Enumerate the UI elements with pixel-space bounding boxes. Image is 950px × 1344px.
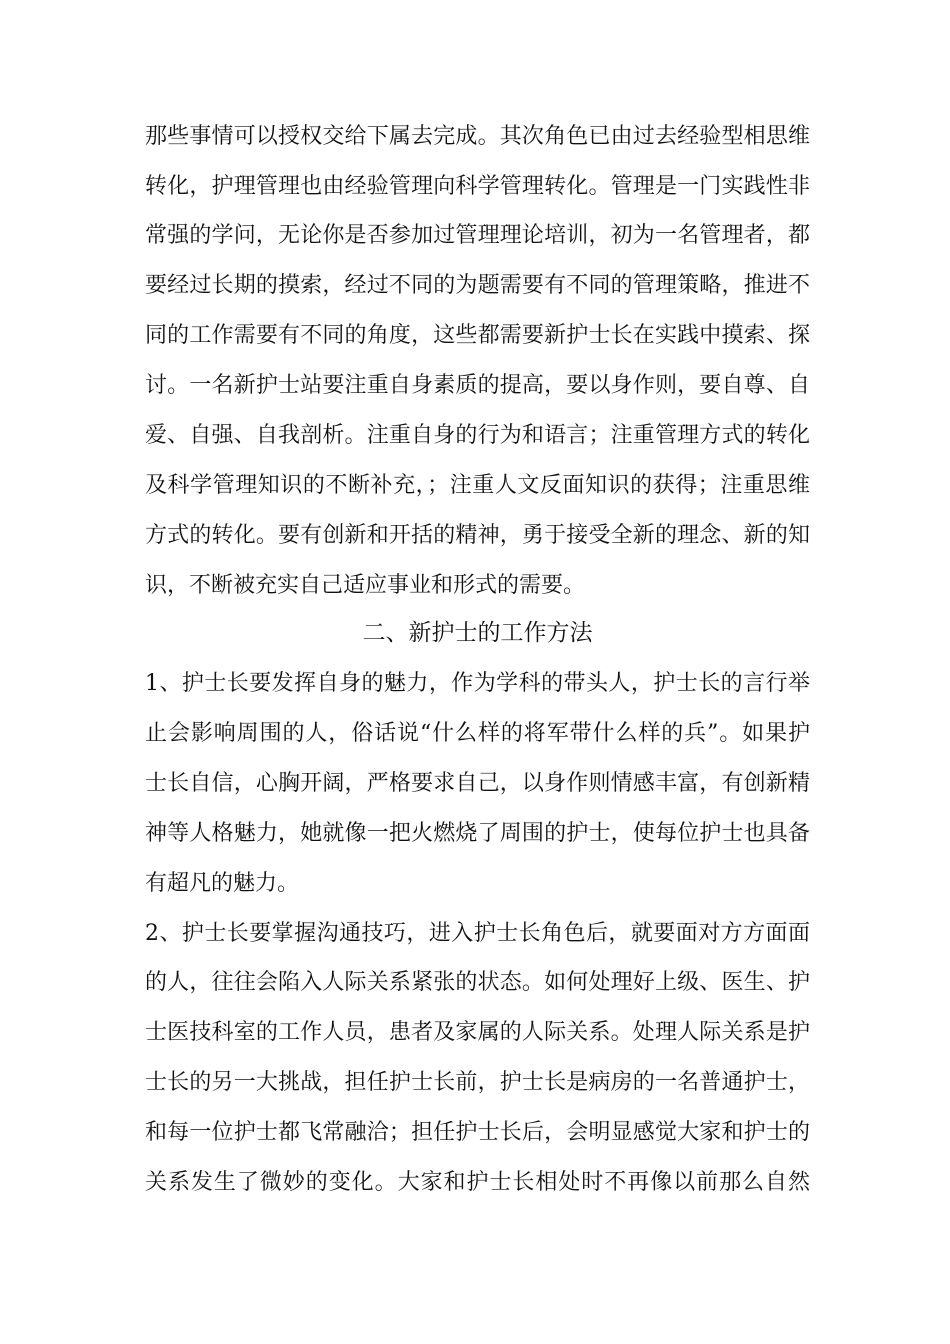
- text-line: 讨。一名新护士站要注重自身素质的提高，要以身作则，要自尊、自: [145, 373, 810, 398]
- text-line: 转化，护理管理也由经验管理向科学管理转化。管理是一门实践性非: [145, 174, 810, 199]
- text-line: 同的工作需要有不同的角度，这些都需要新护士长在实践中摸索、探: [145, 323, 810, 348]
- text-line: 2、护士长要掌握沟通技巧，进入护士长角色后，就要面对方方面面: [145, 921, 810, 946]
- text-line: 士长自信，心胸开阔，严格要求自己，以身作则情感丰富，有创新精: [145, 771, 810, 796]
- section-heading: 二、新护士的工作方法: [362, 620, 593, 646]
- text-line: 1、护士长要发挥自身的魅力，作为学科的带头人，护士长的言行举: [145, 671, 810, 696]
- text-line: 士医技科室的工作人员，患者及家属的人际关系。处理人际关系是护: [145, 1020, 810, 1045]
- text-line: 有超凡的魅力。: [145, 871, 300, 896]
- text-line: 止会影响周围的人，俗话说“什么样的将军带什么样的兵”。如果护: [145, 721, 810, 746]
- text-line: 及科学管理知识的不断补充，；注重人文反面知识的获得；注重思维: [145, 473, 810, 498]
- text-line: 的人，往往会陷入人际关系紧张的状态。如何处理好上级、医生、护: [145, 970, 810, 995]
- text-line: 爱、自强、自我剖析。注重自身的行为和语言；注重管理方式的转化: [145, 423, 810, 448]
- text-line: 神等人格魅力，她就像一把火燃烧了周围的护士，使每位护士也具备: [145, 821, 810, 846]
- text-line: 识，不断被充实自己适应事业和形式的需要。: [145, 573, 586, 598]
- text-line: 士长的另一大挑战，担任护士长前，护士长是病房的一名普通护士，: [145, 1070, 810, 1095]
- text-line: 常强的学问，无论你是否参加过管理理论培训，初为一名管理者，都: [145, 223, 810, 248]
- text-line: 和每一位护士都飞常融洽；担任护士长后，会明显感觉大家和护士的: [145, 1120, 810, 1145]
- text-line: 关系发生了微妙的变化。大家和护士长相处时不再像以前那么自然: [145, 1170, 810, 1195]
- text-line: 要经过长期的摸索，经过不同的为题需要有不同的管理策略，推进不: [145, 273, 810, 298]
- text-line: 方式的转化。要有创新和开括的精神，勇于接受全新的理念、新的知: [145, 523, 810, 548]
- text-line: 那些事情可以授权交给下属去完成。其次角色已由过去经验型相思维: [145, 124, 810, 149]
